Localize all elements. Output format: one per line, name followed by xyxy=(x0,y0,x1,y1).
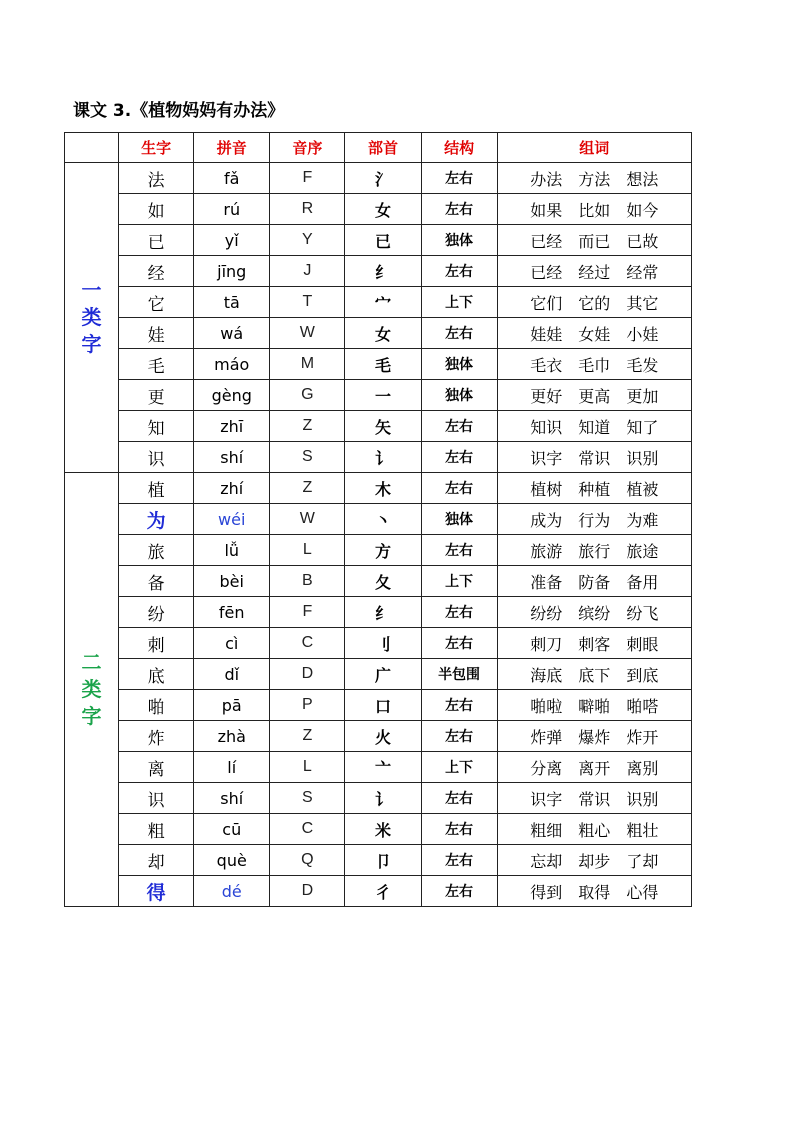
group-label-char: 二 xyxy=(81,650,102,674)
word-item: 炸开 xyxy=(626,727,659,747)
word-item: 准备 xyxy=(530,572,563,592)
cell-structure: 左右 xyxy=(421,194,497,225)
word-item: 海底 xyxy=(530,665,563,685)
word-item: 已经 xyxy=(530,231,563,251)
word-item: 刺眼 xyxy=(626,634,659,654)
group-label xyxy=(65,473,119,907)
cell-structure: 左右 xyxy=(421,845,497,876)
cell-character: 备 xyxy=(119,566,194,597)
header-blank xyxy=(65,133,119,163)
word-item: 方法 xyxy=(578,169,611,189)
cell-words xyxy=(497,504,691,535)
table-row xyxy=(65,628,692,659)
word-item: 小娃 xyxy=(626,324,659,344)
cell-pinyin: shí xyxy=(194,442,270,473)
table-row xyxy=(65,256,692,287)
table-header-row xyxy=(65,133,692,163)
cell-structure: 左右 xyxy=(421,876,497,907)
word-item: 行为 xyxy=(578,510,611,530)
table-row xyxy=(65,659,692,690)
cell-character: 炸 xyxy=(119,721,194,752)
header-radical: 部首 xyxy=(345,133,421,163)
cell-words xyxy=(497,659,691,690)
word-item: 爆炸 xyxy=(578,727,611,747)
cell-radical: 毛 xyxy=(345,349,421,380)
cell-radical: 广 xyxy=(345,659,421,690)
table-row xyxy=(65,876,692,907)
word-item: 炸弹 xyxy=(530,727,563,747)
cell-initial: G xyxy=(270,380,345,411)
cell-radical: 矢 xyxy=(345,411,421,442)
word-item: 如今 xyxy=(626,200,659,220)
cell-words xyxy=(497,442,691,473)
cell-radical: 已 xyxy=(345,225,421,256)
word-item: 已经 xyxy=(530,262,563,282)
cell-radical: 口 xyxy=(345,690,421,721)
cell-initial: S xyxy=(270,783,345,814)
cell-words xyxy=(497,163,691,194)
cell-pinyin: gèng xyxy=(194,380,270,411)
cell-character: 识 xyxy=(119,442,194,473)
cell-radical: 卩 xyxy=(345,845,421,876)
cell-radical: 丶 xyxy=(345,504,421,535)
cell-character: 植 xyxy=(119,473,194,504)
word-item: 分离 xyxy=(530,758,563,778)
cell-structure: 左右 xyxy=(421,814,497,845)
word-item: 粗细 xyxy=(530,820,563,840)
table-row xyxy=(65,411,692,442)
cell-pinyin: dǐ xyxy=(194,659,270,690)
cell-radical: 火 xyxy=(345,721,421,752)
cell-initial: P xyxy=(270,690,345,721)
word-item: 备用 xyxy=(626,572,659,592)
header-words: 组词 xyxy=(497,133,691,163)
word-item: 粗心 xyxy=(578,820,611,840)
cell-words xyxy=(497,318,691,349)
cell-initial: L xyxy=(270,752,345,783)
cell-character: 刺 xyxy=(119,628,194,659)
word-item: 啪嗒 xyxy=(626,696,659,716)
cell-structure: 左右 xyxy=(421,628,497,659)
word-item: 离别 xyxy=(626,758,659,778)
table-row xyxy=(65,597,692,628)
cell-structure: 左右 xyxy=(421,721,497,752)
header-structure: 结构 xyxy=(421,133,497,163)
word-item: 粗壮 xyxy=(626,820,659,840)
cell-words xyxy=(497,690,691,721)
word-item: 纷纷 xyxy=(530,603,563,623)
cell-character: 如 xyxy=(119,194,194,225)
word-item: 植被 xyxy=(626,479,659,499)
word-item: 比如 xyxy=(578,200,611,220)
table-row xyxy=(65,349,692,380)
cell-words xyxy=(497,256,691,287)
cell-pinyin: wá xyxy=(194,318,270,349)
word-item: 种植 xyxy=(578,479,611,499)
word-item: 更好 xyxy=(530,386,563,406)
cell-character: 它 xyxy=(119,287,194,318)
cell-words xyxy=(497,380,691,411)
word-item: 识字 xyxy=(530,789,563,809)
word-item: 毛衣 xyxy=(530,355,563,375)
cell-character: 已 xyxy=(119,225,194,256)
word-item: 更高 xyxy=(578,386,611,406)
word-item: 毛巾 xyxy=(578,355,611,375)
cell-structure: 独体 xyxy=(421,504,497,535)
table-row xyxy=(65,225,692,256)
cell-pinyin: yǐ xyxy=(194,225,270,256)
page-title: 课文 3.《植物妈妈有办法》 xyxy=(73,101,285,121)
cell-radical: 方 xyxy=(345,535,421,566)
word-item: 取得 xyxy=(578,882,611,902)
cell-pinyin: pā xyxy=(194,690,270,721)
word-item: 想法 xyxy=(626,169,659,189)
cell-initial: B xyxy=(270,566,345,597)
word-item: 忘却 xyxy=(530,851,563,871)
cell-character: 经 xyxy=(119,256,194,287)
cell-structure: 左右 xyxy=(421,256,497,287)
word-item: 女娃 xyxy=(578,324,611,344)
table-row xyxy=(65,163,692,194)
cell-initial: Z xyxy=(270,473,345,504)
cell-initial: C xyxy=(270,814,345,845)
vocabulary-table xyxy=(64,132,692,907)
word-item: 成为 xyxy=(530,510,563,530)
table-row xyxy=(65,473,692,504)
table-row xyxy=(65,845,692,876)
group-label xyxy=(65,163,119,473)
cell-initial: L xyxy=(270,535,345,566)
cell-structure: 左右 xyxy=(421,783,497,814)
cell-character: 旅 xyxy=(119,535,194,566)
cell-radical: 木 xyxy=(345,473,421,504)
word-item: 到底 xyxy=(626,665,659,685)
word-item: 缤纷 xyxy=(578,603,611,623)
table-body xyxy=(65,163,692,907)
word-item: 却步 xyxy=(578,851,611,871)
cell-initial: T xyxy=(270,287,345,318)
cell-structure: 上下 xyxy=(421,752,497,783)
word-item: 旅游 xyxy=(530,541,563,561)
cell-pinyin: fǎ xyxy=(194,163,270,194)
cell-character: 得 xyxy=(119,876,194,907)
header-initial: 音序 xyxy=(270,133,345,163)
cell-words xyxy=(497,287,691,318)
cell-words xyxy=(497,194,691,225)
word-item: 办法 xyxy=(530,169,563,189)
word-item: 娃娃 xyxy=(530,324,563,344)
table-row xyxy=(65,535,692,566)
group-label-char: 类 xyxy=(81,677,102,701)
cell-pinyin: bèi xyxy=(194,566,270,597)
cell-initial: S xyxy=(270,442,345,473)
cell-initial: C xyxy=(270,628,345,659)
cell-initial: R xyxy=(270,194,345,225)
table-row xyxy=(65,380,692,411)
cell-structure: 上下 xyxy=(421,287,497,318)
word-item: 得到 xyxy=(530,882,563,902)
cell-pinyin: shí xyxy=(194,783,270,814)
cell-initial: F xyxy=(270,597,345,628)
cell-words xyxy=(497,225,691,256)
cell-character: 更 xyxy=(119,380,194,411)
cell-character: 却 xyxy=(119,845,194,876)
cell-radical: 刂 xyxy=(345,628,421,659)
cell-radical: 氵 xyxy=(345,163,421,194)
cell-structure: 左右 xyxy=(421,473,497,504)
header-pinyin: 拼音 xyxy=(194,133,270,163)
cell-radical: 讠 xyxy=(345,783,421,814)
cell-initial: M xyxy=(270,349,345,380)
cell-words xyxy=(497,566,691,597)
word-item: 它的 xyxy=(578,293,611,313)
cell-initial: W xyxy=(270,504,345,535)
table-row xyxy=(65,318,692,349)
cell-character: 毛 xyxy=(119,349,194,380)
word-item: 了却 xyxy=(626,851,659,871)
cell-radical: 一 xyxy=(345,380,421,411)
cell-radical: 亠 xyxy=(345,752,421,783)
cell-character: 娃 xyxy=(119,318,194,349)
word-item: 旅途 xyxy=(626,541,659,561)
cell-words xyxy=(497,814,691,845)
word-item: 纷飞 xyxy=(626,603,659,623)
word-item: 识字 xyxy=(530,448,563,468)
cell-structure: 左右 xyxy=(421,163,497,194)
cell-structure: 左右 xyxy=(421,411,497,442)
table-row xyxy=(65,752,692,783)
word-item: 刺刀 xyxy=(530,634,563,654)
cell-character: 粗 xyxy=(119,814,194,845)
word-item: 其它 xyxy=(626,293,659,313)
cell-radical: 女 xyxy=(345,194,421,225)
cell-character: 为 xyxy=(119,504,194,535)
table-row xyxy=(65,814,692,845)
cell-initial: D xyxy=(270,876,345,907)
word-item: 常识 xyxy=(578,448,611,468)
word-item: 防备 xyxy=(578,572,611,592)
cell-character: 法 xyxy=(119,163,194,194)
cell-character: 离 xyxy=(119,752,194,783)
cell-structure: 左右 xyxy=(421,535,497,566)
cell-radical: 纟 xyxy=(345,597,421,628)
word-item: 为难 xyxy=(626,510,659,530)
word-item: 而已 xyxy=(578,231,611,251)
word-item: 离开 xyxy=(578,758,611,778)
cell-initial: Z xyxy=(270,721,345,752)
cell-structure: 左右 xyxy=(421,690,497,721)
cell-initial: D xyxy=(270,659,345,690)
cell-structure: 左右 xyxy=(421,318,497,349)
cell-pinyin: lí xyxy=(194,752,270,783)
cell-pinyin: máo xyxy=(194,349,270,380)
cell-pinyin: tā xyxy=(194,287,270,318)
cell-pinyin: rú xyxy=(194,194,270,225)
word-item: 识别 xyxy=(626,789,659,809)
cell-words xyxy=(497,473,691,504)
table-row xyxy=(65,287,692,318)
table-row xyxy=(65,566,692,597)
table-row xyxy=(65,721,692,752)
word-item: 毛发 xyxy=(626,355,659,375)
word-item: 如果 xyxy=(530,200,563,220)
cell-words xyxy=(497,535,691,566)
cell-character: 纷 xyxy=(119,597,194,628)
cell-words xyxy=(497,721,691,752)
word-item: 已故 xyxy=(626,231,659,251)
cell-structure: 半包围 xyxy=(421,659,497,690)
cell-pinyin: dé xyxy=(194,876,270,907)
group-label-char: 字 xyxy=(81,704,102,728)
word-item: 旅行 xyxy=(578,541,611,561)
cell-words xyxy=(497,628,691,659)
cell-pinyin: cū xyxy=(194,814,270,845)
cell-words xyxy=(497,876,691,907)
cell-character: 啪 xyxy=(119,690,194,721)
cell-pinyin: què xyxy=(194,845,270,876)
word-item: 植树 xyxy=(530,479,563,499)
cell-radical: 纟 xyxy=(345,256,421,287)
table-row xyxy=(65,442,692,473)
cell-structure: 独体 xyxy=(421,349,497,380)
cell-character: 底 xyxy=(119,659,194,690)
cell-pinyin: jīng xyxy=(194,256,270,287)
table-row xyxy=(65,783,692,814)
word-item: 知识 xyxy=(530,417,563,437)
cell-words xyxy=(497,845,691,876)
cell-pinyin: wéi xyxy=(194,504,270,535)
cell-radical: 夂 xyxy=(345,566,421,597)
cell-structure: 独体 xyxy=(421,225,497,256)
cell-character: 识 xyxy=(119,783,194,814)
group-label-char: 字 xyxy=(81,332,102,356)
word-item: 经过 xyxy=(578,262,611,282)
cell-structure: 左右 xyxy=(421,442,497,473)
cell-initial: F xyxy=(270,163,345,194)
cell-structure: 左右 xyxy=(421,597,497,628)
cell-radical: 彳 xyxy=(345,876,421,907)
word-item: 更加 xyxy=(626,386,659,406)
cell-pinyin: zhà xyxy=(194,721,270,752)
cell-pinyin: zhí xyxy=(194,473,270,504)
cell-initial: Y xyxy=(270,225,345,256)
cell-radical: 米 xyxy=(345,814,421,845)
cell-pinyin: cì xyxy=(194,628,270,659)
header-char: 生字 xyxy=(119,133,194,163)
word-item: 啪啦 xyxy=(530,696,563,716)
word-item: 知道 xyxy=(578,417,611,437)
table-row xyxy=(65,504,692,535)
group-label-char: 一 xyxy=(81,278,102,302)
word-item: 心得 xyxy=(626,882,659,902)
word-item: 它们 xyxy=(530,293,563,313)
cell-initial: J xyxy=(270,256,345,287)
word-item: 噼啪 xyxy=(578,696,611,716)
cell-structure: 独体 xyxy=(421,380,497,411)
word-item: 刺客 xyxy=(578,634,611,654)
cell-words xyxy=(497,752,691,783)
cell-words xyxy=(497,783,691,814)
cell-radical: 女 xyxy=(345,318,421,349)
cell-initial: Q xyxy=(270,845,345,876)
cell-radical: 宀 xyxy=(345,287,421,318)
cell-character: 知 xyxy=(119,411,194,442)
word-item: 底下 xyxy=(578,665,611,685)
word-item: 知了 xyxy=(626,417,659,437)
cell-pinyin: zhī xyxy=(194,411,270,442)
word-item: 识别 xyxy=(626,448,659,468)
cell-pinyin: lǚ xyxy=(194,535,270,566)
table-row xyxy=(65,194,692,225)
word-item: 经常 xyxy=(626,262,659,282)
cell-initial: W xyxy=(270,318,345,349)
cell-words xyxy=(497,411,691,442)
cell-initial: Z xyxy=(270,411,345,442)
cell-radical: 讠 xyxy=(345,442,421,473)
cell-words xyxy=(497,349,691,380)
cell-pinyin: fēn xyxy=(194,597,270,628)
table-row xyxy=(65,690,692,721)
cell-structure: 上下 xyxy=(421,566,497,597)
group-label-char: 类 xyxy=(81,305,102,329)
cell-words xyxy=(497,597,691,628)
word-item: 常识 xyxy=(578,789,611,809)
